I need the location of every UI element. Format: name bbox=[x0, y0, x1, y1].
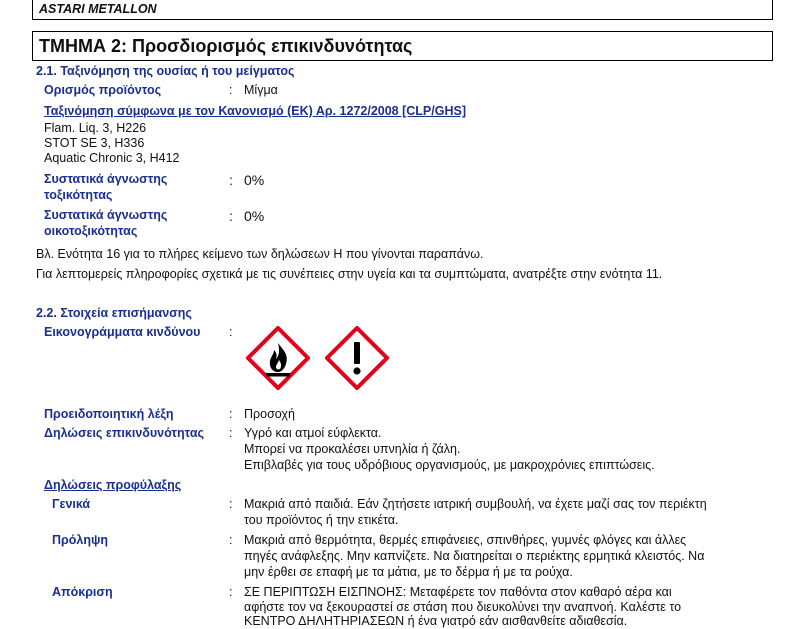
signal-word-label: Προειδοποιητική λέξη bbox=[44, 407, 174, 421]
company-header: ASTARI METALLON bbox=[32, 0, 773, 20]
colon: : bbox=[229, 497, 233, 511]
colon: : bbox=[229, 172, 233, 188]
pictograms-label: Εικονογράμματα κινδύνου bbox=[44, 325, 201, 339]
exclamation-icon bbox=[325, 326, 389, 390]
general-label: Γενικά bbox=[52, 497, 91, 511]
product-definition-value: Μίγμα bbox=[244, 83, 278, 97]
signal-word-value: Προσοχή bbox=[244, 407, 295, 421]
colon: : bbox=[229, 407, 233, 421]
hazard-statement: Μπορεί να προκαλέσει υπνηλία ή ζάλη. bbox=[244, 442, 461, 456]
section-16-note: Βλ. Ενότητα 16 για το πλήρες κείμενο των δηλώσεων Η που γίνονται παραπάνω. bbox=[36, 247, 484, 261]
section-title: ΤΜΗΜΑ 2: Προσδιορισμός επικινδυνότητας bbox=[32, 31, 773, 61]
unknown-toxicity-label: Συστατικά άγνωστης bbox=[44, 172, 168, 186]
subsection-2-2-heading: 2.2. Στοιχεία επισήμανσης bbox=[36, 306, 192, 320]
prevention-statement: μην έρθει σε επαφή με τα μάτια, με το δέρμα ή με τα ρούχα. bbox=[244, 565, 573, 579]
prevention-statement: Μακριά από θερμότητα, θερμές επιφάνειες, σπινθήρες, γυμνές φλόγες και άλλες bbox=[244, 533, 687, 547]
hazard-statement: Επιβλαβές για τους υδρόβιους οργανισμούς, με μακροχρόνιες επιπτώσεις. bbox=[244, 458, 655, 472]
classification-item: Aquatic Chronic 3, H412 bbox=[44, 151, 180, 165]
colon: : bbox=[229, 426, 233, 440]
colon: : bbox=[229, 208, 233, 224]
colon: : bbox=[229, 585, 233, 599]
unknown-ecotoxicity-value: 0% bbox=[244, 208, 265, 224]
precautionary-statements-heading: Δηλώσεις προφύλαξης bbox=[44, 478, 182, 492]
unknown-ecotoxicity-label-line2: οικοτοξικότητας bbox=[44, 224, 138, 238]
general-statement: Μακριά από παιδιά. Εάν ζητήσετε ιατρική συμβουλή, να έχετε μαζί σας τον περιέκτη bbox=[244, 497, 707, 511]
colon: : bbox=[229, 83, 233, 97]
product-definition-label: Ορισμός προϊόντος bbox=[44, 83, 162, 97]
clp-classification-heading: Ταξινόμηση σύμφωνα με τον Κανονισμό (ΕΚ) Αρ. 1272/2008 [CLP/GHS] bbox=[44, 104, 466, 118]
flame-icon bbox=[246, 326, 310, 390]
unknown-toxicity-label-line2: τοξικότητας bbox=[44, 188, 113, 202]
subsection-2-1-heading: 2.1. Ταξινόμηση της ουσίας ή του μείγματος bbox=[36, 64, 295, 78]
general-statement: του προϊόντος ή την ετικέτα. bbox=[244, 513, 399, 527]
colon: : bbox=[229, 325, 233, 339]
hazard-statements-label: Δηλώσεις επικινδυνότητας bbox=[44, 426, 205, 440]
response-statement: ΚΕΝΤΡΟ ΔΗΛΗΤΗΡΙΑΣΕΩΝ ή ένα γιατρό εάν αισθανθείτε αδιαθεσία. bbox=[244, 614, 628, 628]
response-statement: αφήστε τον να ξεκουραστεί σε στάση που διευκολύνει την αναπνοή. Καλέστε το bbox=[244, 600, 682, 614]
health-effects-note: Για λεπτομερείς πληροφορίες σχετικά με τις συνέπειες στην υγεία και τα συμπτώματα, ανατρέξτε στην ενότητα 11. bbox=[36, 267, 663, 281]
unknown-toxicity-value: 0% bbox=[244, 172, 265, 188]
unknown-ecotoxicity-label: Συστατικά άγνωστης bbox=[44, 208, 168, 222]
classification-item: Flam. Liq. 3, H226 bbox=[44, 121, 147, 135]
classification-item: STOT SE 3, H336 bbox=[44, 136, 145, 150]
response-label: Απόκριση bbox=[52, 585, 113, 599]
response-statement: ΣΕ ΠΕΡΙΠΤΩΣΗ ΕΙΣΠΝΟΗΣ: Μεταφέρετε τον παθόντα στον καθαρό αέρα και bbox=[244, 585, 672, 599]
colon: : bbox=[229, 533, 233, 547]
prevention-label: Πρόληψη bbox=[52, 533, 109, 547]
hazard-statement: Υγρό και ατμοί εύφλεκτα. bbox=[244, 426, 382, 440]
prevention-statement: πηγές ανάφλεξης. Μην καπνίζετε. Να διατηρείται ο περιέκτης ερμητικά κλειστός. Να bbox=[244, 549, 705, 563]
